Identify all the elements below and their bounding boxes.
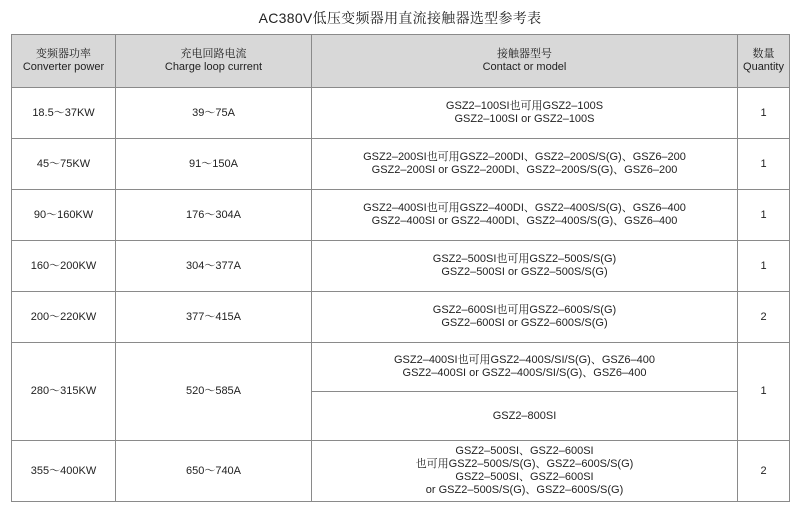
model-line: GSZ2–400SI也可用GSZ2–400S/SI/S(G)、GSZ6–400 — [393, 354, 656, 366]
power-cell: 18.5～37KW — [12, 88, 116, 139]
header-qty-en: Quantity — [743, 61, 784, 73]
current-cell: 520～585A — [116, 343, 312, 441]
model-cell — [312, 292, 738, 343]
model-cell — [312, 241, 738, 292]
contactor-selection-table — [11, 34, 790, 502]
header-power — [12, 35, 116, 88]
table-row — [12, 441, 790, 502]
model-cell — [312, 139, 738, 190]
model-line: GSZ2–800SI — [492, 409, 557, 422]
header-power-en: Converter power — [22, 61, 105, 73]
model-cell — [312, 190, 738, 241]
header-current-cn: 充电回路电流 — [180, 48, 247, 60]
header-row — [12, 35, 790, 88]
model-line: GSZ2–500SI or GSZ2–500S/S(G) — [441, 266, 608, 278]
model-line: GSZ2–500SI也可用GSZ2–500S/S(G) — [432, 253, 617, 265]
model-line: GSZ2–500SI、GSZ2–600SI — [455, 445, 594, 457]
header-current — [116, 35, 312, 88]
model-cell — [312, 392, 738, 441]
qty-cell: 2 — [738, 292, 790, 343]
qty-cell: 1 — [738, 139, 790, 190]
table-row — [12, 292, 790, 343]
current-cell: 650～740A — [116, 441, 312, 502]
table-row — [12, 190, 790, 241]
current-cell: 176～304A — [116, 190, 312, 241]
power-cell: 90～160KW — [12, 190, 116, 241]
model-line: GSZ2–400SI or GSZ2–400S/SI/S(G)、GSZ6–400 — [402, 367, 647, 379]
current-cell: 39～75A — [116, 88, 312, 139]
qty-cell: 1 — [738, 88, 790, 139]
model-line: GSZ2–100SI也可用GSZ2–100S — [445, 100, 604, 112]
table-row — [12, 139, 790, 190]
header-model-en: Contact or model — [482, 61, 567, 73]
model-line: GSZ2–600SI or GSZ2–600S/S(G) — [441, 317, 608, 329]
model-line: GSZ2–200SI也可用GSZ2–200DI、GSZ2–200S/S(G)、GSZ6–200 — [363, 151, 686, 163]
model-line: GSZ2–500SI、GSZ2–600SI — [455, 471, 594, 483]
page-title: AC380V低压变频器用直流接触器选型参考表 — [258, 10, 542, 26]
header-power-cn: 变频器功率 — [36, 48, 91, 60]
power-cell: 355～400KW — [12, 441, 116, 502]
header-qty-cn: 数量 — [752, 48, 775, 60]
qty-cell: 2 — [738, 441, 790, 502]
current-cell: 91～150A — [116, 139, 312, 190]
header-model-cn: 接触器型号 — [497, 48, 552, 60]
qty-cell: 1 — [738, 343, 790, 441]
model-line: GSZ2–600SI也可用GSZ2–600S/S(G) — [432, 304, 617, 316]
current-cell: 377～415A — [116, 292, 312, 343]
model-line: 也可用GSZ2–500S/S(G)、GSZ2–600S/S(G) — [415, 458, 634, 470]
model-line: GSZ2–400SI or GSZ2–400DI、GSZ2–400S/S(G)、GSZ6–400 — [371, 215, 678, 227]
model-line: GSZ2–100SI or GSZ2–100S — [454, 113, 595, 125]
model-cell — [312, 88, 738, 139]
power-cell: 45～75KW — [12, 139, 116, 190]
qty-cell: 1 — [738, 190, 790, 241]
model-line: or GSZ2–500S/S(G)、GSZ2–600S/S(G) — [425, 484, 624, 496]
table-row — [12, 241, 790, 292]
model-cell — [312, 441, 738, 502]
table-row — [12, 343, 790, 392]
power-cell: 280～315KW — [12, 343, 116, 441]
model-line: GSZ2–200SI or GSZ2–200DI、GSZ2–200S/S(G)、GSZ6–200 — [371, 164, 678, 176]
table-row — [12, 88, 790, 139]
header-model — [312, 35, 738, 88]
header-current-en: Charge loop current — [164, 61, 263, 73]
header-qty — [738, 35, 790, 88]
power-cell: 200～220KW — [12, 292, 116, 343]
model-cell — [312, 343, 738, 392]
power-cell: 160～200KW — [12, 241, 116, 292]
qty-cell: 1 — [738, 241, 790, 292]
model-line: GSZ2–400SI也可用GSZ2–400DI、GSZ2–400S/S(G)、GSZ6–400 — [363, 202, 686, 214]
current-cell: 304～377A — [116, 241, 312, 292]
